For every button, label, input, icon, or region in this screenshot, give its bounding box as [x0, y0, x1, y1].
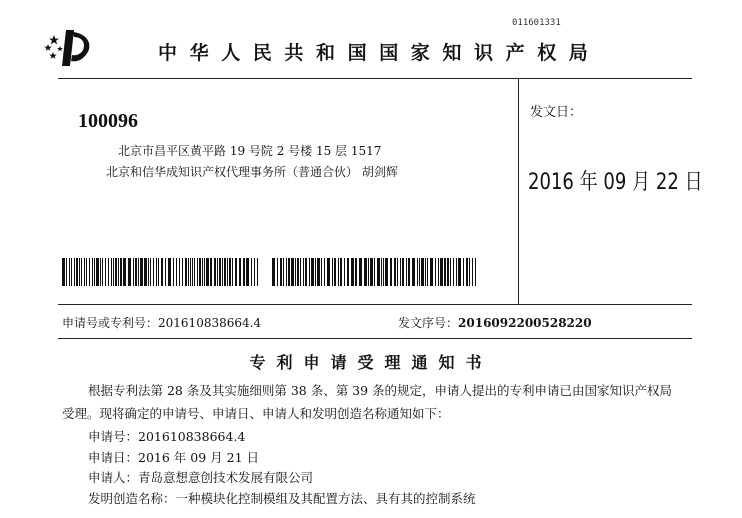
field-invention-title	[88, 489, 476, 507]
recipient-address: 北京市昌平区黄平路 19 号院 2 号楼 15 层 1517	[118, 144, 382, 158]
header-divider	[58, 78, 692, 79]
application-number-value: 201610838664.4	[158, 316, 262, 330]
application-number-label: 申请号或专利号：	[62, 316, 159, 330]
notice-title: 专利申请受理通知书	[249, 353, 493, 372]
number-divider	[58, 338, 692, 339]
notice-paragraph-line-2: 受理。现将确定的申请号、申请日、申请人和发明创造名称通知如下：	[62, 406, 450, 421]
field-value: 一种模块化控制模组及其配置方法、具有其的控制系统	[175, 491, 476, 506]
serial-number-value: 2016092200528220	[458, 316, 592, 330]
recipient-agency: 北京和信华成知识产权代理事务所（普通合伙） 胡剑辉	[106, 165, 398, 179]
serial-number-label: 发文序号：	[398, 316, 459, 330]
organization-name: 中华人民共和国国家知识产权局	[158, 42, 601, 64]
field-value: 2016 年 09 月 21 日	[138, 450, 260, 465]
field-label: 发明创造名称：	[88, 491, 176, 506]
field-value: 201610838664.4	[138, 429, 246, 444]
issue-date-label: 发文日：	[530, 105, 583, 120]
postal-code: 100096	[78, 110, 138, 132]
notice-paragraph-line-1: 根据专利法第 28 条及其实施细则第 38 条、第 39 条的规定，申请人提出的专利申请已由国家知识产权局	[88, 383, 673, 398]
issue-date: 2016 年 09 月 22 日	[528, 170, 703, 195]
field-value: 青岛意想意创技术发展有限公司	[138, 470, 314, 485]
document-number: 011601331	[512, 18, 561, 28]
field-applicant	[88, 468, 313, 486]
vertical-divider	[518, 78, 519, 304]
barcode-1	[62, 258, 258, 286]
barcode-2	[272, 258, 478, 286]
cnipa-logo-icon	[40, 26, 100, 70]
field-label: 申请日：	[88, 450, 139, 465]
barcode-divider	[58, 304, 692, 305]
field-label: 申请人：	[88, 470, 139, 485]
field-application-number	[88, 427, 245, 445]
field-application-date	[88, 448, 259, 466]
application-number-row	[62, 314, 261, 331]
field-label: 申请号：	[88, 429, 139, 444]
serial-number-row	[398, 314, 592, 331]
